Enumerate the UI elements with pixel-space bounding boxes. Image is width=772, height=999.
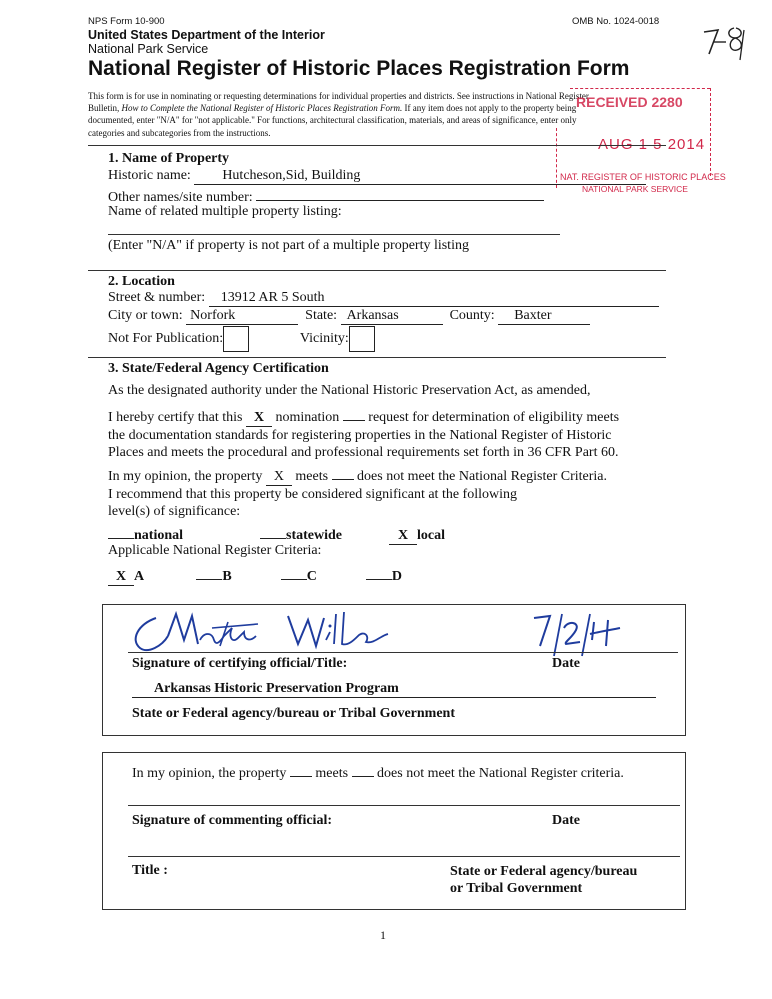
page-title: National Register of Historic Places Registration Form xyxy=(88,57,630,80)
national-mark[interactable] xyxy=(108,525,134,539)
commenting-title-label: Title : xyxy=(132,863,168,878)
divider xyxy=(88,145,666,146)
commenting-date-label: Date xyxy=(552,813,580,828)
commenting-signature-label: Signature of commenting official: xyxy=(132,813,332,828)
criterion-b-mark[interactable] xyxy=(196,566,222,580)
significance-levels: national statewide X local xyxy=(108,525,445,545)
county-field[interactable]: Baxter xyxy=(498,309,590,325)
certifying-signature-label: Signature of certifying official/Title: xyxy=(132,656,348,671)
related-listing-field[interactable] xyxy=(108,234,560,235)
state-field[interactable]: Arkansas xyxy=(341,309,443,325)
related-listing-label: Name of related multiple property listing: xyxy=(108,204,342,219)
agency-name-field[interactable]: Arkansas Historic Preservation Program xyxy=(132,682,656,698)
historic-name-row: Historic name: Hutcheson,Sid, Building xyxy=(108,168,646,185)
stamp-received: RECEIVED 2280 xyxy=(576,94,683,110)
stamp-register: NAT. REGISTER OF HISTORIC PLACES xyxy=(560,172,726,182)
omb-number: OMB No. 1024-0018 xyxy=(572,16,660,27)
criterion-c-mark[interactable] xyxy=(281,566,307,580)
historic-name-field[interactable]: Hutcheson,Sid, Building xyxy=(194,169,646,185)
stamp-service: NATIONAL PARK SERVICE xyxy=(582,184,688,194)
handwritten-note xyxy=(700,20,752,64)
section-3-heading: 3. State/Federal Agency Certification xyxy=(108,361,329,376)
local-mark[interactable]: X xyxy=(389,529,417,545)
does-not-meet-mark[interactable] xyxy=(332,466,354,480)
criteria-row: X A B C D xyxy=(108,566,402,586)
page-number: 1 xyxy=(380,928,386,942)
na-note: (Enter "N/A" if property is not part of a multiple property listing xyxy=(108,238,469,253)
nomination-mark[interactable]: X xyxy=(246,411,272,427)
department: United States Department of the Interior xyxy=(88,28,325,42)
publication-row: Not For Publication: Vicinity: xyxy=(108,326,375,352)
authority-text: As the designated authority under the National Historic Preservation Act, as amended, xyxy=(108,383,591,398)
certification-paragraph: I hereby certify that this X nomination request for determination of eligibility meets the documentation standards for registering properties in the National Register of Historic Places and meets the procedural and professional requirements set forth in 36 CFR Part 60. xyxy=(108,407,619,462)
street-row: Street & number: 13912 AR 5 South xyxy=(108,290,659,307)
form-number: NPS Form 10-900 xyxy=(88,16,165,27)
service: National Park Service xyxy=(88,42,209,56)
commenting-opinion: In my opinion, the property meets does not meet the National Register criteria. xyxy=(132,763,624,782)
commenting-agency-label: State or Federal agency/bureau or Tribal Government xyxy=(450,864,638,896)
criterion-d-mark[interactable] xyxy=(366,566,392,580)
section-2-heading: 2. Location xyxy=(108,274,175,289)
vicinity-checkbox[interactable] xyxy=(349,326,375,352)
divider xyxy=(88,357,666,358)
criterion-a-mark[interactable]: X xyxy=(108,570,134,586)
commenting-does-not-meet-mark[interactable] xyxy=(352,763,374,777)
signature-line xyxy=(128,652,678,653)
opinion-paragraph: In my opinion, the property X meets does not meet the National Register Criteria. I recommend that this property be considered significant at the following level(s) of significance: xyxy=(108,466,607,521)
city-row: City or town: Norfork State: Arkansas County: Baxter xyxy=(108,308,590,325)
commenting-meets-mark[interactable] xyxy=(290,763,312,777)
other-names-field[interactable] xyxy=(256,186,544,201)
city-field[interactable]: Norfork xyxy=(186,309,298,325)
criteria-label: Applicable National Register Criteria: xyxy=(108,543,322,558)
certifying-signature[interactable] xyxy=(128,606,428,658)
not-for-publication-checkbox[interactable] xyxy=(223,326,249,352)
other-names-row: Other names/site number: xyxy=(108,186,544,206)
agency-name-row xyxy=(132,681,656,698)
divider xyxy=(88,270,666,271)
request-mark[interactable] xyxy=(343,407,365,421)
street-field[interactable]: 13912 AR 5 South xyxy=(209,291,659,307)
section-1-heading: 1. Name of Property xyxy=(108,151,230,166)
statewide-mark[interactable] xyxy=(260,525,286,539)
instructions-paragraph: This form is for use in nominating or requesting determinations for individual properties and districts. See instructions in National Register Bulletin, How to Complete the National Register of Historic Places Registration Form. If any item does not apply to the property being documented, enter "N/A" for "not applicable." For functions, architectural classification, materials, and areas of significance, enter only categories and subcategories from the instructions. xyxy=(88,91,589,138)
certifying-agency-label: State or Federal agency/bureau or Tribal Government xyxy=(132,706,456,721)
commenting-signature-line[interactable] xyxy=(128,805,680,806)
certifying-date-label: Date xyxy=(552,656,580,671)
commenting-title-line[interactable] xyxy=(128,856,680,857)
stamp-date: AUG 1 5 2014 xyxy=(598,136,706,153)
meets-mark[interactable]: X xyxy=(266,470,292,486)
